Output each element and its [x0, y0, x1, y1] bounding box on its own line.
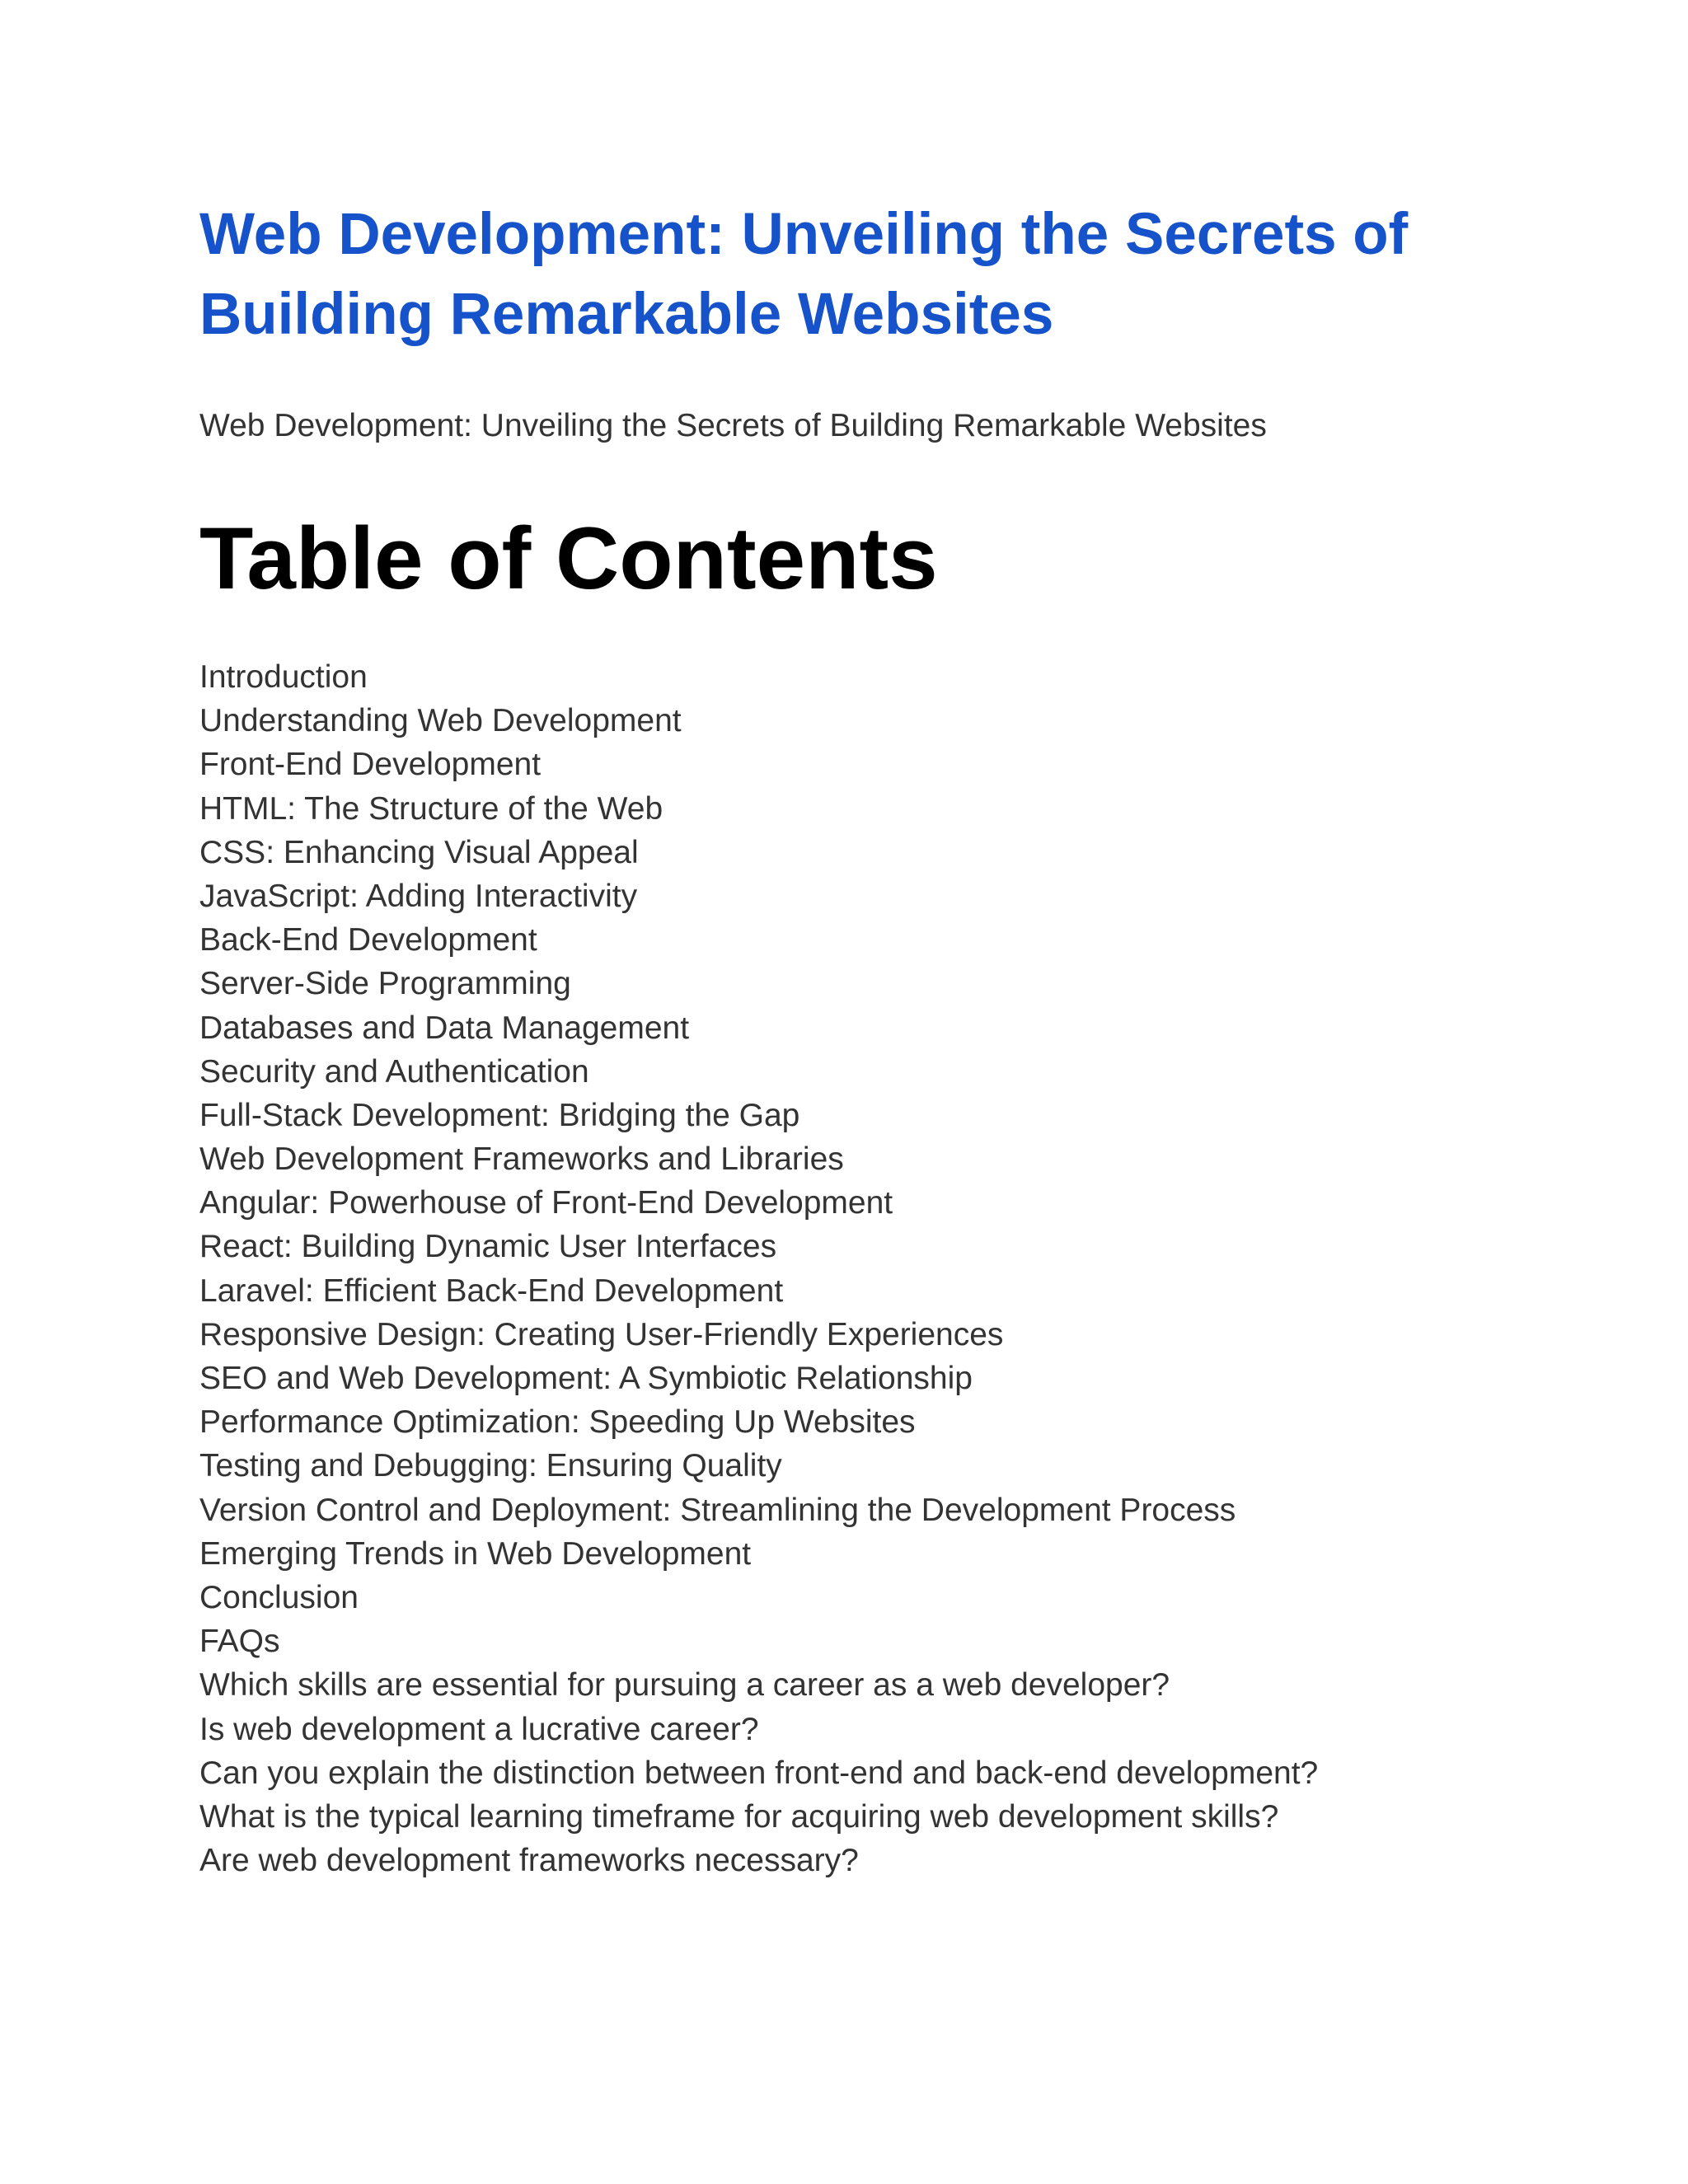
- toc-item[interactable]: Full-Stack Development: Bridging the Gap: [199, 1097, 800, 1133]
- document-title: Web Development: Unveiling the Secrets of Building Remarkable Websites: [199, 202, 1409, 347]
- toc-item[interactable]: Back-End Development: [199, 922, 537, 958]
- toc-item[interactable]: Understanding Web Development: [199, 703, 682, 739]
- toc-item[interactable]: Emerging Trends in Web Development: [199, 1535, 752, 1572]
- toc-item[interactable]: Web Development Frameworks and Libraries: [199, 1141, 844, 1178]
- toc-item[interactable]: CSS: Enhancing Visual Appeal: [199, 834, 639, 870]
- toc-item[interactable]: React: Building Dynamic User Interfaces: [199, 1229, 777, 1265]
- toc-item[interactable]: HTML: The Structure of the Web: [199, 790, 663, 827]
- toc-item[interactable]: Responsive Design: Creating User-Friendly Experiences: [199, 1316, 1004, 1352]
- toc-item[interactable]: Front-End Development: [199, 747, 542, 783]
- toc-item[interactable]: Performance Optimization: Speeding Up Websites: [199, 1404, 916, 1441]
- table-of-contents: [199, 655, 1318, 1882]
- toc-item[interactable]: Conclusion: [199, 1579, 359, 1615]
- toc-item[interactable]: SEO and Web Development: A Symbiotic Relationship: [199, 1361, 973, 1396]
- toc-item[interactable]: FAQs: [199, 1624, 280, 1660]
- toc-item[interactable]: Can you explain the distinction between front-end and back-end development?: [199, 1755, 1319, 1791]
- toc-item[interactable]: Testing and Debugging: Ensuring Quality: [199, 1448, 782, 1484]
- toc-item[interactable]: Laravel: Efficient Back-End Development: [199, 1272, 784, 1309]
- toc-item[interactable]: Is web development a lucrative career?: [199, 1711, 759, 1747]
- document-subtitle: Web Development: Unveiling the Secrets of Building Remarkable Websites: [199, 408, 1267, 443]
- toc-item[interactable]: Server-Side Programming: [199, 966, 571, 1002]
- toc-item[interactable]: Angular: Powerhouse of Front-End Development: [199, 1185, 893, 1221]
- toc-item[interactable]: Introduction: [199, 659, 368, 695]
- toc-item[interactable]: Version Control and Deployment: Streamlining the Development Process: [199, 1492, 1236, 1528]
- toc-item[interactable]: Are web development frameworks necessary?: [199, 1843, 859, 1879]
- toc-heading: Table of Contents: [199, 509, 938, 607]
- toc-item[interactable]: Databases and Data Management: [199, 1010, 690, 1046]
- toc-item[interactable]: What is the typical learning timeframe for acquiring web development skills?: [199, 1798, 1279, 1835]
- toc-item[interactable]: Which skills are essential for pursuing a career as a web developer?: [199, 1667, 1170, 1704]
- toc-item[interactable]: Security and Authentication: [199, 1053, 589, 1090]
- toc-item[interactable]: JavaScript: Adding Interactivity: [199, 878, 638, 914]
